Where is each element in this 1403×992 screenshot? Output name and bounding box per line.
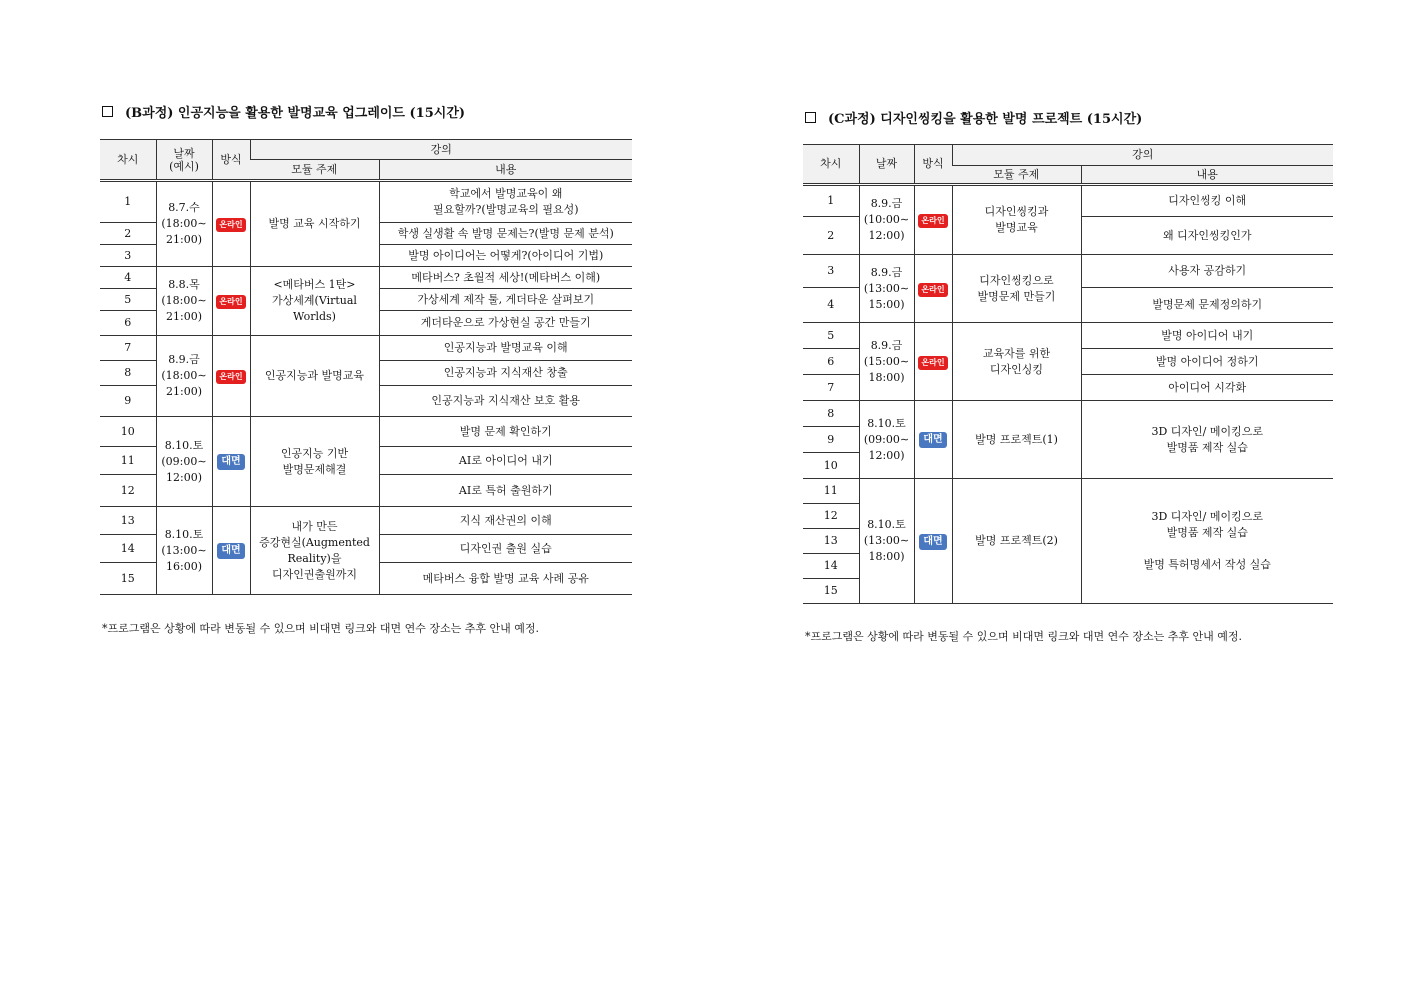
table-row (803, 255, 1333, 288)
session-date: 8.10.토 (13:00∼ 16:00) (156, 507, 212, 595)
lecture-content: 인공지능과 발명교육 이해 (379, 336, 632, 361)
module-topic: 디자인씽킹과 발명교육 (952, 185, 1081, 255)
module-topic: 발명 프로젝트(1) (952, 401, 1081, 479)
header-date: 날짜 (예시) (156, 140, 212, 181)
module-topic: <메타버스 1탄> 가상세계(Virtual Worlds) (250, 267, 379, 336)
online-badge: 온라인 (216, 295, 245, 309)
session-number: 8 (100, 361, 156, 386)
header-session: 차시 (100, 140, 156, 181)
lecture-content: 발명 아이디어 내기 (1081, 323, 1333, 349)
session-number: 6 (803, 349, 859, 375)
lecture-content: 디자인씽킹 이해 (1081, 185, 1333, 217)
session-number: 4 (100, 267, 156, 289)
online-badge: 온라인 (918, 283, 947, 297)
header-module: 모듈 주제 (952, 166, 1081, 185)
session-date: 8.10.토 (13:00∼ 18:00) (859, 479, 914, 604)
header-date: 날짜 (859, 145, 914, 185)
delivery-method (212, 181, 250, 267)
session-number: 11 (100, 447, 156, 475)
session-number: 9 (100, 386, 156, 417)
session-number: 13 (803, 529, 859, 554)
table-row (100, 336, 632, 361)
course-b-schedule-table (100, 139, 632, 595)
square-bullet-icon (102, 106, 113, 117)
delivery-method (212, 507, 250, 595)
lecture-content: 메타버스? 초월적 세상!(메타버스 이해) (379, 267, 632, 289)
session-number: 9 (803, 427, 859, 453)
header-module: 모듈 주제 (250, 160, 379, 181)
table-row (100, 417, 632, 447)
session-number: 3 (100, 245, 156, 267)
session-date: 8.9.금 (13:00∼ 15:00) (859, 255, 914, 323)
lecture-content: 학교에서 발명교육이 왜 필요할까?(발명교육의 필요성) (379, 181, 632, 223)
module-topic: 교육자를 위한 디자인싱킹 (952, 323, 1081, 401)
session-number: 10 (100, 417, 156, 447)
session-number: 12 (100, 475, 156, 507)
session-number: 15 (803, 579, 859, 604)
delivery-method (914, 323, 952, 401)
session-number: 1 (100, 181, 156, 223)
course-c-title-row (805, 106, 1333, 128)
lecture-content: 게더타운으로 가상현실 공간 만들기 (379, 311, 632, 336)
lecture-content: 가상세계 제작 툴, 게더타운 살펴보기 (379, 289, 632, 311)
table-row (100, 507, 632, 535)
course-c-table-body (803, 185, 1333, 604)
course-b-footnote: *프로그램은 상황에 따라 변동될 수 있으며 비대면 링크와 대면 연수 장소는 추후 안내 예정. (102, 622, 539, 635)
session-number: 14 (803, 554, 859, 579)
table-row (100, 267, 632, 289)
delivery-method (212, 336, 250, 417)
in-person-badge: 대면 (217, 454, 244, 470)
session-date: 8.7.수 (18:00∼ 21:00) (156, 181, 212, 267)
delivery-method (914, 401, 952, 479)
delivery-method (914, 185, 952, 255)
session-date: 8.9.금 (18:00∼ 21:00) (156, 336, 212, 417)
header-method: 방식 (914, 145, 952, 185)
lecture-content: 발명 문제 확인하기 (379, 417, 632, 447)
session-number: 10 (803, 453, 859, 479)
lecture-content: 아이디어 시각화 (1081, 375, 1333, 401)
session-number: 7 (100, 336, 156, 361)
session-number: 6 (100, 311, 156, 336)
table-row (803, 185, 1333, 217)
module-topic: 내가 만든 증강현실(Augmented Reality)을 디자인권출원까지 (250, 507, 379, 595)
header-method: 방식 (212, 140, 250, 181)
course-b-title: (B과정) 인공지능을 활용한 발명교육 업그레이드 (15시간) (125, 105, 466, 121)
session-number: 13 (100, 507, 156, 535)
session-number: 5 (803, 323, 859, 349)
course-b-table-body (100, 181, 632, 595)
lecture-content: 인공지능과 지식재산 보호 활용 (379, 386, 632, 417)
session-number: 7 (803, 375, 859, 401)
session-date: 8.9.금 (10:00∼ 12:00) (859, 185, 914, 255)
table-row (100, 181, 632, 223)
lecture-content: 발명 아이디어 정하기 (1081, 349, 1333, 375)
header-content: 내용 (1081, 166, 1333, 185)
course-c-panel (803, 106, 1333, 644)
lecture-content: 학생 실생활 속 발명 문제는?(발명 문제 분석) (379, 223, 632, 245)
table-row (803, 401, 1333, 427)
online-badge: 온라인 (918, 356, 947, 370)
session-date: 8.8.목 (18:00∼ 21:00) (156, 267, 212, 336)
session-number: 3 (803, 255, 859, 288)
delivery-method (212, 417, 250, 507)
module-topic: 디자인씽킹으로 발명문제 만들기 (952, 255, 1081, 323)
header-lecture: 강의 (250, 140, 632, 160)
module-topic: 인공지능과 발명교육 (250, 336, 379, 417)
online-badge: 온라인 (216, 218, 245, 232)
session-date: 8.9.금 (15:00∼ 18:00) (859, 323, 914, 401)
lecture-content: 왜 디자인씽킹인가 (1081, 217, 1333, 255)
header-lecture: 강의 (952, 145, 1333, 166)
lecture-content: AI로 아이디어 내기 (379, 447, 632, 475)
module-topic: 인공지능 기반 발명문제해결 (250, 417, 379, 507)
course-c-footnote: *프로그램은 상황에 따라 변동될 수 있으며 비대면 링크와 대면 연수 장소는 추후 안내 예정. (805, 630, 1242, 643)
delivery-method (212, 267, 250, 336)
square-bullet-icon (805, 112, 816, 123)
session-number: 15 (100, 563, 156, 595)
lecture-content: 3D 디자인/ 메이킹으로 발명품 제작 실습 (1081, 401, 1333, 479)
table-row (803, 479, 1333, 504)
session-date: 8.10.토 (09:00∼ 12:00) (859, 401, 914, 479)
lecture-content: 메타버스 융합 발명 교육 사례 공유 (379, 563, 632, 595)
online-badge: 온라인 (216, 370, 245, 384)
session-number: 2 (100, 223, 156, 245)
lecture-content: 사용자 공감하기 (1081, 255, 1333, 288)
delivery-method (914, 255, 952, 323)
session-number: 2 (803, 217, 859, 255)
course-c-schedule-table (803, 144, 1333, 604)
header-content: 내용 (379, 160, 632, 181)
session-number: 12 (803, 504, 859, 529)
session-date: 8.10.토 (09:00∼ 12:00) (156, 417, 212, 507)
session-number: 14 (100, 535, 156, 563)
online-badge: 온라인 (918, 214, 947, 228)
lecture-content: 발명 아이디어는 어떻게?(아이디어 기법) (379, 245, 632, 267)
session-number: 1 (803, 185, 859, 217)
session-number: 4 (803, 288, 859, 323)
in-person-badge: 대면 (919, 432, 946, 448)
lecture-content: 지식 재산권의 이해 (379, 507, 632, 535)
course-c-title: (C과정) 디자인씽킹을 활용한 발명 프로젝트 (15시간) (828, 111, 1143, 127)
lecture-content: 발명문제 문제정의하기 (1081, 288, 1333, 323)
course-b-title-row (102, 100, 632, 122)
module-topic: 발명 프로젝트(2) (952, 479, 1081, 604)
module-topic: 발명 교육 시작하기 (250, 181, 379, 267)
course-b-panel (100, 100, 632, 636)
lecture-content: 3D 디자인/ 메이킹으로 발명품 제작 실습 발명 특허명세서 작성 실습 (1081, 479, 1333, 604)
lecture-content: AI로 특허 출원하기 (379, 475, 632, 507)
in-person-badge: 대면 (919, 534, 946, 550)
lecture-content: 디자인권 출원 실습 (379, 535, 632, 563)
header-session: 차시 (803, 145, 859, 185)
session-number: 8 (803, 401, 859, 427)
session-number: 11 (803, 479, 859, 504)
session-number: 5 (100, 289, 156, 311)
in-person-badge: 대면 (217, 543, 244, 559)
lecture-content: 인공지능과 지식재산 창출 (379, 361, 632, 386)
table-row (803, 323, 1333, 349)
delivery-method (914, 479, 952, 604)
